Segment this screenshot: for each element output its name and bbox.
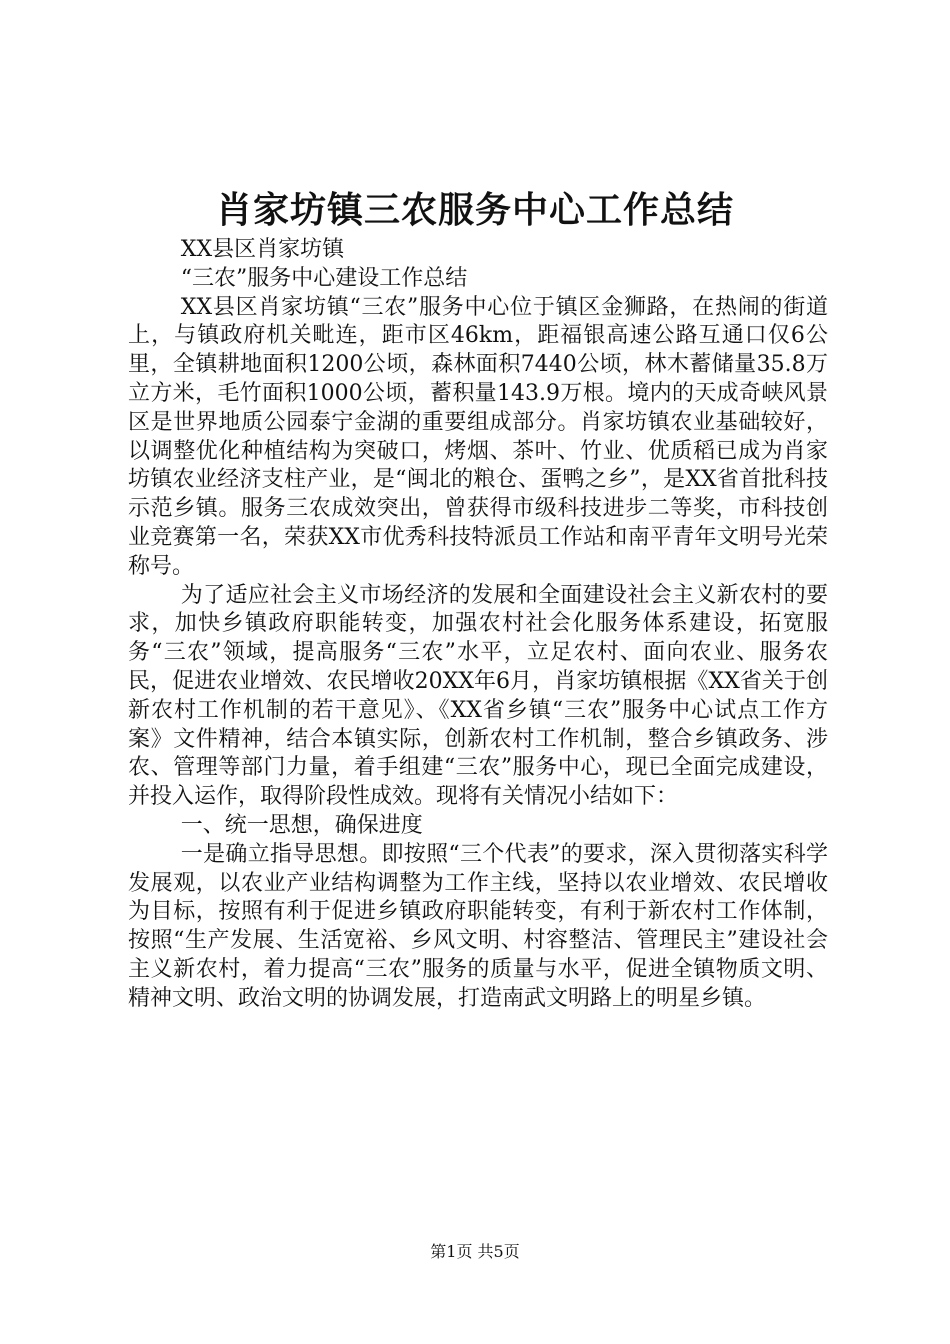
paragraph-background: 为了适应社会主义市场经济的发展和全面建设社会主义新农村的要求，加快乡镇政府职能转变，加强农村社会化服务体系建设，拓宽服务“三农”领域，提高服务“三农”水平，立足农村、面向农业、服务农民，促进农业增效、农民增收20XX年6月，肖家坊镇根据《XX省关于创新农村工作机制的若干意见》、《XX省乡镇“三农”服务中心试点工作方案》文件精神，结合本镇实际，创新农村工作机制，整合乡镇政务、涉农、管理等部门力量，着手组建“三农”服务中心，现已全面完成建设，并投入运作，取得阶段性成效。现将有关情况小结如下： (128, 582, 828, 810)
paragraph-intro: XX县区肖家坊镇“三农”服务中心位于镇区金狮路，在热闹的街道上，与镇政府机关毗连，距市区46km，距福银高速公路互通口仅6公里，全镇耕地面积1200公顷，森林面积7440公顷，林木蓄储量35.8万立方米，毛竹面积1000公顷，蓄积量143.9万根。境内的天成奇峡风景区是世界地质公园泰宁金湖的重要组成部分。肖家坊镇农业基础较好，以调整优化种植结构为突破口，烤烟、茶叶、竹业、优质稻已成为肖家坊镇农业经济支柱产业，是“闽北的粮仓、蛋鸭之乡”，是XX省首批科技示范乡镇。服务三农成效突出，曾获得市级科技进步二等奖，市科技创业竞赛第一名，荣获XX市优秀科技特派员工作站和南平青年文明号光荣称号。 (128, 294, 828, 579)
paragraph-subtitle: “三农”服务中心建设工作总结 (180, 265, 468, 291)
paragraph-guiding-thought: 一是确立指导思想。即按照“三个代表”的要求，深入贯彻落实科学发展观，以农业产业结构调整为工作主线，坚持以农业增效、农民增收为目标，按照有利于促进乡镇政府职能转变，有利于新农村工作体制，按照“生产发展、生活宽裕、乡风文明、村容整洁、管理民主”建设社会主义新农村，着力提高“三农”服务的质量与水平，促进全镇物质文明、精神文明、政治文明的协调发展，打造南武文明路上的明星乡镇。 (128, 841, 828, 1011)
paragraph-author-org: XX县区肖家坊镇 (180, 237, 345, 262)
section-heading-1: 一、统一思想，确保进度 (180, 812, 423, 838)
document-title: 肖家坊镇三农服务中心工作总结 (215, 190, 734, 231)
document-body (128, 236, 828, 1014)
page-number-footer: 第1页 共5页 (430, 1242, 520, 1261)
